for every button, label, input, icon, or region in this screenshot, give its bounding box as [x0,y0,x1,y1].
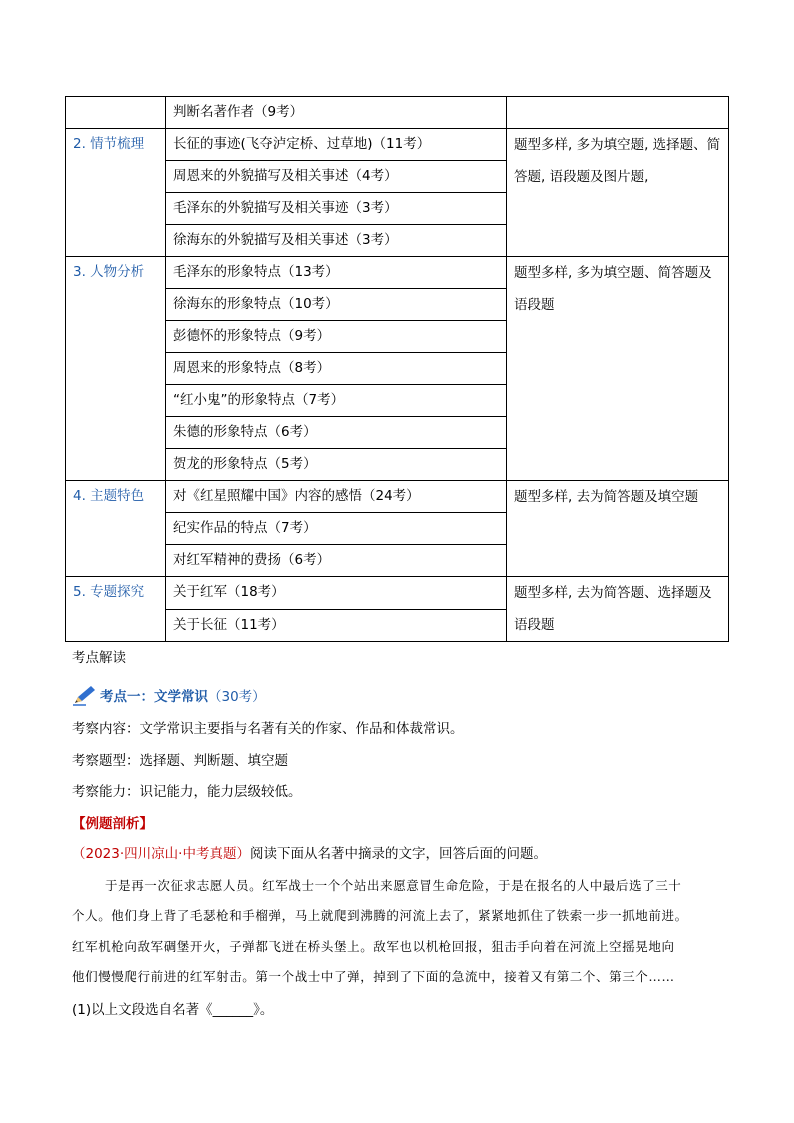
passage-line: 个人。他们身上背了毛瑟枪和手榴弹，马上就爬到沸腾的河流上去了，紧紧地抓住了铁索一步一抓地前进。 [72,908,688,923]
passage-line: 他们慢慢爬行前进的红军射击。第一个战士中了弹，掉到了下面的急流中，接着又有第二个、第三个…… [72,969,675,984]
question-type-cell [507,97,729,129]
table-row [66,129,729,161]
table-row [66,97,729,129]
point-cell: 徐海东的形象特点（10考） [166,289,507,321]
question-source [72,842,547,862]
section-heading: 考点解读 [72,650,126,666]
point-cell: 判断名著作者（9考） [166,97,507,129]
source-text: 阅读下面从名著中摘录的文字，回答后面的问题。 [249,846,547,862]
exam-point-heading [72,684,266,706]
question-type-cell: 题型多样, 去为简答题及填空题 [507,481,729,577]
passage-line: 于是再一次征求志愿人员。红军战士一个个站出来愿意冒生命危险，于是在报名的人中最后选了三十 [105,878,682,893]
pencil-icon [72,684,98,706]
exam-ability-line: 考察能力：识记能力，能力层级较低。 [72,784,302,800]
exam-analysis-table [65,96,729,642]
table-row [66,481,729,513]
source-tag: （2023·四川凉山·中考真题） [72,846,250,862]
question-type-cell: 题型多样, 多为填空题、简答题及语段题 [507,257,729,481]
point-cell: 长征的事迹(飞夺泸定桥、过草地)（11考） [166,129,507,161]
table-row [66,257,729,289]
point-cell: 毛泽东的形象特点（13考） [166,257,507,289]
point-cell: 彭德怀的形象特点（9考） [166,321,507,353]
question-type-cell: 题型多样, 去为简答题、选择题及语段题 [507,577,729,642]
category-label: 4. 主题特色 [73,488,145,504]
point-cell: 对红军精神的费扬（6考） [166,545,507,577]
exam-content-line: 考察内容：文学常识主要指与名著有关的作家、作品和体裁常识。 [72,721,464,737]
category-cell [66,257,166,481]
question-1: (1)以上文段选自名著《______》。 [72,1002,274,1018]
passage-line: 红军机枪向敌军碉堡开火，子弹都飞迸在桥头堡上。敌军也以机枪回报，狙击手向着在河流上空摇晃地向 [72,939,675,954]
point-cell: 毛泽东的外貌描写及相关事迹（3考） [166,193,507,225]
point-cell: 周恩来的形象特点（8考） [166,353,507,385]
point-cell: 朱德的形象特点（6考） [166,417,507,449]
point-cell: “红小鬼”的形象特点（7考） [166,385,507,417]
point-cell: 徐海东的外貌描写及相关事述（3考） [166,225,507,257]
exam-point-count: （30考） [208,689,266,705]
point-cell: 对《红星照耀中国》内容的感悟（24考） [166,481,507,513]
point-cell: 贺龙的形象特点（5考） [166,449,507,481]
exam-types-line: 考察题型：选择题、判断题、填空题 [72,753,288,769]
question-type-cell: 题型多样, 多为填空题, 选择题、简答题, 语段题及图片题, [507,129,729,257]
category-cell [66,97,166,129]
point-cell: 关于长征（11考） [166,609,507,642]
point-cell: 周恩来的外貌描写及相关事述（4考） [166,161,507,193]
point-cell: 纪实作品的特点（7考） [166,513,507,545]
category-cell [66,577,166,642]
category-label: 2. 情节梳理 [73,136,145,152]
category-cell [66,129,166,257]
exam-point-title: 考点一：文学常识 [100,689,208,705]
category-label: 3. 人物分析 [73,264,145,280]
point-cell: 关于红军（18考） [166,577,507,610]
category-label: 5. 专题探究 [73,584,145,600]
category-cell [66,481,166,577]
example-label: 【例题剖析】 [72,816,153,832]
table-row [66,577,729,610]
